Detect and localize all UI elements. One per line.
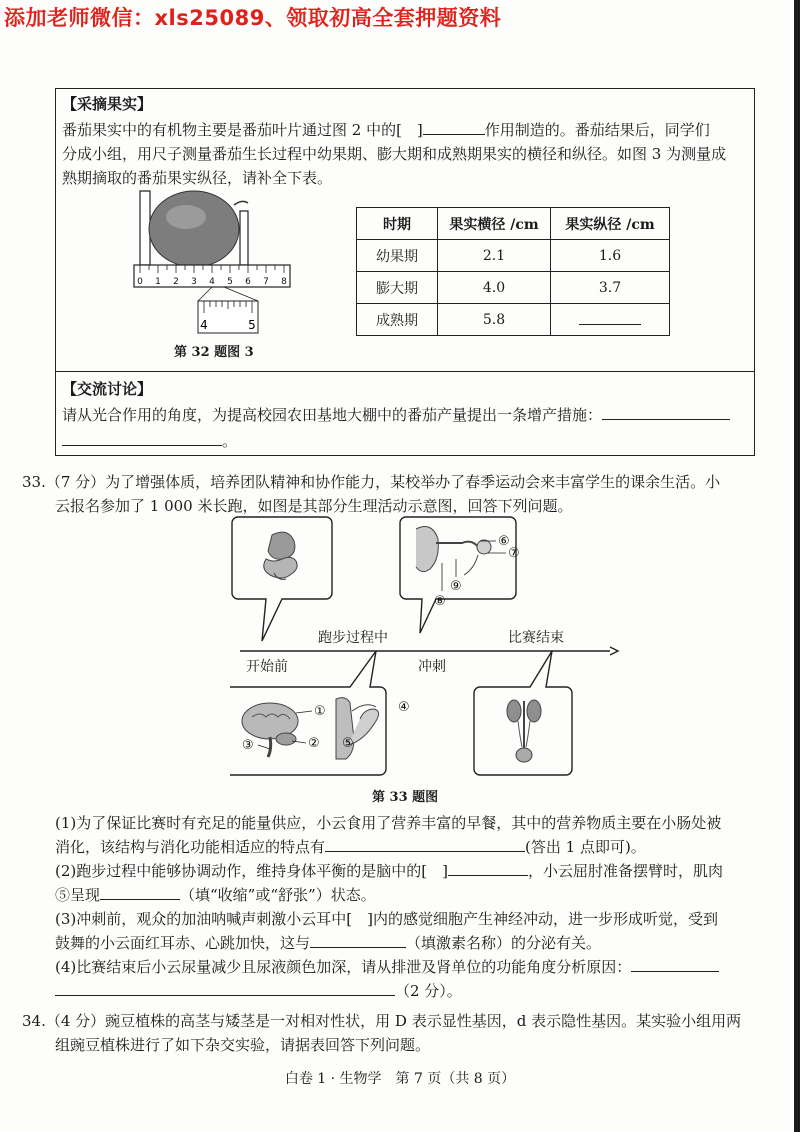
table-cell: 成熟期: [357, 304, 438, 336]
q33-p2-line-2: ⑤呈现 （填“收缩”或“舒张”）状态。: [55, 886, 376, 904]
fruit-line-3: 熟期摘取的番茄果实纵径，请补全下表。: [62, 169, 333, 187]
ruler-tick-label: 2: [173, 277, 179, 287]
table-cell: 4.0: [438, 272, 551, 304]
brain-label: ③: [242, 738, 254, 753]
table-header: 果实纵径 /cm: [551, 208, 670, 240]
q33-diagram: [230, 515, 620, 785]
caliper-figure: [128, 189, 298, 339]
q33-p1-line-2: 消化，该结构与消化功能相适应的特点有 (答出 1 点即可)。: [55, 838, 646, 856]
q33-p3-line-1: (3)冲刺前，观众的加油呐喊声刺激小云耳中[ ]内的感觉细胞产生神经冲动，进一步形成听觉，受到: [55, 910, 718, 928]
answer-blank[interactable]: [55, 981, 395, 996]
q33-p2-line-1: (2)跑步过程中能够协调动作，维持身体平衡的是脑中的[ ] ，小云屈肘准备摆臂时，肌肉: [55, 862, 723, 880]
table-cell: 5.8: [438, 304, 551, 336]
timeline-end-label: 比赛结束: [508, 630, 564, 646]
caliper-jaw-right: [240, 211, 248, 265]
table-cell: 3.7: [551, 272, 670, 304]
ear-label: ⑧: [434, 594, 446, 609]
fruit-size-table: [356, 207, 670, 336]
zoom-label: 5: [248, 318, 256, 332]
scan-edge: [794, 0, 800, 1132]
ruler-tick-label: 7: [263, 277, 269, 287]
caliper-jaw-left: [140, 191, 150, 265]
figure-3-caption: 第 32 题图 3: [174, 345, 254, 360]
ruler-tick-label: 0: [137, 277, 143, 287]
discuss-line-2: 。: [62, 430, 237, 451]
zoom-label: 4: [200, 318, 208, 332]
ruler-tick-label: 8: [281, 277, 287, 287]
brain-label: ①: [314, 704, 326, 719]
table-header-row: [357, 208, 670, 240]
table-cell-answer[interactable]: [551, 304, 670, 336]
ear-label: ⑨: [450, 579, 462, 594]
discuss-section-title: 【交流讨论】: [62, 380, 153, 398]
q33-p4-line-1: (4)比赛结束后小云尿量减少且尿液颜色加深，请从排泄及肾单位的功能角度分析原因：: [55, 956, 719, 977]
page-footer: 白卷 1 · 生物学 第 7 页（共 8 页）: [284, 1071, 516, 1087]
table-cell: 幼果期: [357, 240, 438, 272]
figure-33-caption: 第 33 题图: [372, 790, 439, 805]
answer-blank[interactable]: [631, 957, 719, 972]
table-row: [357, 240, 670, 272]
table-cell: 膨大期: [357, 272, 438, 304]
table-row: [357, 272, 670, 304]
answer-blank[interactable]: [448, 861, 528, 876]
q33-intro-1: 33.（7 分）为了增强体质，培养团队精神和协作能力，某校举办了春季运动会来丰富学生的课余生活。小: [22, 473, 721, 491]
q33-intro-2: 云报名参加了 1 000 米长跑，如图是其部分生理活动示意图，回答下列问题。: [55, 497, 573, 515]
tomato-icon: [149, 191, 239, 267]
divider: [56, 371, 754, 372]
fruit-line-1: 番茄果实中的有机物主要是番茄叶片通过图 2 中的[ ] 作用制造的。番茄结果后，同学们: [62, 121, 710, 139]
brain-label: ④: [398, 700, 410, 715]
q34-line-2: 组豌豆植株进行了如下杂交实验，请据表回答下列问题。: [55, 1036, 431, 1054]
table-header: 果实横径 /cm: [438, 208, 551, 240]
q33-p4-line-2: （2 分）。: [55, 980, 462, 1001]
ruler-tick-label: 3: [191, 277, 197, 287]
q33-p1-line-1: (1)为了保证比赛时有充足的能量供应，小云食用了营养丰富的早餐，其中的营养物质主要在小肠处被: [55, 814, 722, 832]
timeline-running-label: 跑步过程中: [318, 630, 388, 646]
table-row: [357, 304, 670, 336]
fruit-section-title: 【采摘果实】: [62, 95, 153, 113]
ruler-tick-label: 5: [227, 277, 233, 287]
ruler-tick-label: 6: [245, 277, 251, 287]
watermark: 添加老师微信：xls25089、领取初高全套押题资料: [4, 6, 502, 30]
brain-label: ②: [308, 736, 320, 751]
answer-blank[interactable]: [62, 431, 222, 446]
answer-blank[interactable]: [100, 885, 180, 900]
ear-label: ⑦: [508, 546, 520, 561]
q33-p3-line-2: 鼓舞的小云面红耳赤、心跳加快，这与 （填激素名称）的分泌有关。: [55, 934, 602, 952]
ruler-tick-label: 1: [155, 277, 161, 287]
timeline-sprint-label: 冲刺: [418, 659, 446, 675]
q32-box: [55, 88, 755, 456]
discuss-line-1: 请从光合作用的角度，为提高校园农田基地大棚中的番茄产量提出一条增产措施：: [62, 404, 730, 425]
ruler-tick-label: 4: [209, 277, 215, 287]
q34-line-1: 34.（4 分）豌豆植株的高茎与矮茎是一对相对性状，用 D 表示显性基因，d 表示隐性基因。某实验小组用两: [22, 1012, 742, 1030]
timeline-start-label: 开始前: [246, 659, 288, 675]
brain-label: ⑤: [342, 736, 354, 751]
fruit-line-2: 分成小组，用尺子测量番茄生长过程中幼果期、膨大期和成熟期果实的横径和纵径。如图 3 为测量成: [62, 145, 727, 163]
table-cell: 2.1: [438, 240, 551, 272]
table-cell: 1.6: [551, 240, 670, 272]
answer-blank[interactable]: [310, 933, 406, 948]
answer-blank[interactable]: [423, 120, 485, 135]
answer-blank[interactable]: [602, 405, 730, 420]
table-header: 时期: [357, 208, 438, 240]
answer-blank[interactable]: [325, 837, 525, 852]
ear-label: ⑥: [498, 534, 510, 549]
